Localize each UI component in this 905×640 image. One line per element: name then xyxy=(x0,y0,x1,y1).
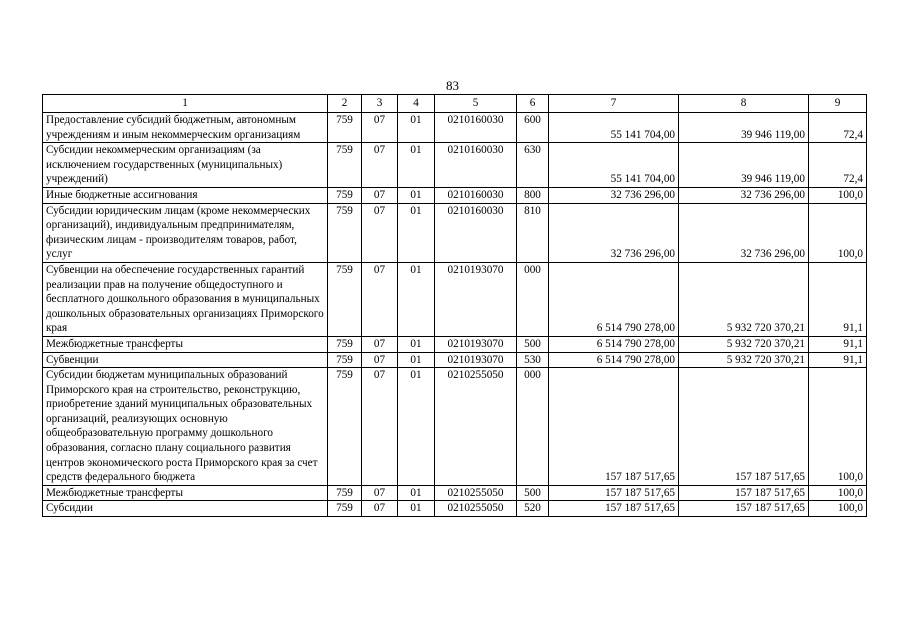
target-article-cell: 0210193070 xyxy=(435,262,517,336)
approved-amount-cell: 6 514 790 278,00 xyxy=(549,352,679,368)
target-article-cell: 0210255050 xyxy=(435,485,517,501)
executed-amount-cell: 157 187 517,65 xyxy=(679,368,809,486)
execution-percent-cell: 100,0 xyxy=(809,485,867,501)
subsection-code-cell: 01 xyxy=(398,352,435,368)
header-row xyxy=(43,95,867,113)
column-header: 1 xyxy=(43,95,328,113)
ministry-code-cell: 759 xyxy=(328,352,362,368)
target-article-cell: 0210160030 xyxy=(435,187,517,203)
execution-percent-cell: 100,0 xyxy=(809,501,867,517)
execution-percent-cell: 100,0 xyxy=(809,368,867,486)
executed-amount-cell: 32 736 296,00 xyxy=(679,187,809,203)
expense-name-cell: Субсидии бюджетам муниципальных образований Приморского края на строительство, реконструкцию, приобретение зданий муниципальных образовательных организаций, реализующих основную общеобразовательную программу дошкольного образования, согласно плану социального развития центров экономического роста Приморского края за счет средств федерального бюджета xyxy=(43,368,328,486)
budget-table xyxy=(42,94,867,517)
executed-amount-cell: 39 946 119,00 xyxy=(679,113,809,143)
section-code-cell: 07 xyxy=(362,143,398,188)
ministry-code-cell: 759 xyxy=(328,262,362,336)
ministry-code-cell: 759 xyxy=(328,143,362,188)
executed-amount-cell: 5 932 720 370,21 xyxy=(679,262,809,336)
table-row xyxy=(43,485,867,501)
table-row xyxy=(43,113,867,143)
expense-type-cell: 520 xyxy=(517,501,549,517)
expense-name-cell: Субсидии xyxy=(43,501,328,517)
column-header: 2 xyxy=(328,95,362,113)
expense-type-cell: 630 xyxy=(517,143,549,188)
approved-amount-cell: 157 187 517,65 xyxy=(549,501,679,517)
table-row xyxy=(43,501,867,517)
column-header: 7 xyxy=(549,95,679,113)
target-article-cell: 0210255050 xyxy=(435,368,517,486)
ministry-code-cell: 759 xyxy=(328,368,362,486)
table-row xyxy=(43,187,867,203)
execution-percent-cell: 91,1 xyxy=(809,262,867,336)
subsection-code-cell: 01 xyxy=(398,203,435,262)
subsection-code-cell: 01 xyxy=(398,187,435,203)
expense-type-cell: 500 xyxy=(517,336,549,352)
target-article-cell: 0210193070 xyxy=(435,352,517,368)
table-row xyxy=(43,262,867,336)
executed-amount-cell: 5 932 720 370,21 xyxy=(679,336,809,352)
target-article-cell: 0210160030 xyxy=(435,203,517,262)
table-row xyxy=(43,352,867,368)
table-row xyxy=(43,368,867,486)
ministry-code-cell: 759 xyxy=(328,336,362,352)
approved-amount-cell: 32 736 296,00 xyxy=(549,203,679,262)
subsection-code-cell: 01 xyxy=(398,485,435,501)
ministry-code-cell: 759 xyxy=(328,485,362,501)
column-header: 9 xyxy=(809,95,867,113)
section-code-cell: 07 xyxy=(362,113,398,143)
execution-percent-cell: 91,1 xyxy=(809,352,867,368)
approved-amount-cell: 6 514 790 278,00 xyxy=(549,336,679,352)
table-row xyxy=(43,336,867,352)
ministry-code-cell: 759 xyxy=(328,501,362,517)
section-code-cell: 07 xyxy=(362,352,398,368)
approved-amount-cell: 6 514 790 278,00 xyxy=(549,262,679,336)
column-header: 6 xyxy=(517,95,549,113)
subsection-code-cell: 01 xyxy=(398,113,435,143)
expense-name-cell: Субвенции на обеспечение государственных гарантий реализации прав на получение общедоступного и бесплатного дошкольного образования в муниципальных дошкольных образовательных организациях Приморского края xyxy=(43,262,328,336)
approved-amount-cell: 55 141 704,00 xyxy=(549,143,679,188)
section-code-cell: 07 xyxy=(362,485,398,501)
approved-amount-cell: 157 187 517,65 xyxy=(549,485,679,501)
subsection-code-cell: 01 xyxy=(398,501,435,517)
executed-amount-cell: 32 736 296,00 xyxy=(679,203,809,262)
expense-name-cell: Предоставление субсидий бюджетным, автономным учреждениям и иным некоммерческим организациям xyxy=(43,113,328,143)
section-code-cell: 07 xyxy=(362,262,398,336)
section-code-cell: 07 xyxy=(362,336,398,352)
section-code-cell: 07 xyxy=(362,501,398,517)
execution-percent-cell: 91,1 xyxy=(809,336,867,352)
approved-amount-cell: 55 141 704,00 xyxy=(549,113,679,143)
expense-name-cell: Субвенции xyxy=(43,352,328,368)
expense-name-cell: Межбюджетные трансферты xyxy=(43,485,328,501)
table-row xyxy=(43,203,867,262)
expense-type-cell: 000 xyxy=(517,368,549,486)
target-article-cell: 0210193070 xyxy=(435,336,517,352)
execution-percent-cell: 100,0 xyxy=(809,203,867,262)
executed-amount-cell: 157 187 517,65 xyxy=(679,501,809,517)
expense-type-cell: 530 xyxy=(517,352,549,368)
executed-amount-cell: 5 932 720 370,21 xyxy=(679,352,809,368)
execution-percent-cell: 72,4 xyxy=(809,113,867,143)
subsection-code-cell: 01 xyxy=(398,336,435,352)
executed-amount-cell: 39 946 119,00 xyxy=(679,143,809,188)
execution-percent-cell: 100,0 xyxy=(809,187,867,203)
expense-type-cell: 810 xyxy=(517,203,549,262)
approved-amount-cell: 32 736 296,00 xyxy=(549,187,679,203)
ministry-code-cell: 759 xyxy=(328,187,362,203)
ministry-code-cell: 759 xyxy=(328,113,362,143)
page-number: 83 xyxy=(446,78,459,93)
subsection-code-cell: 01 xyxy=(398,143,435,188)
expense-type-cell: 000 xyxy=(517,262,549,336)
table-row xyxy=(43,143,867,188)
approved-amount-cell: 157 187 517,65 xyxy=(549,368,679,486)
ministry-code-cell: 759 xyxy=(328,203,362,262)
execution-percent-cell: 72,4 xyxy=(809,143,867,188)
section-code-cell: 07 xyxy=(362,368,398,486)
expense-type-cell: 500 xyxy=(517,485,549,501)
target-article-cell: 0210160030 xyxy=(435,143,517,188)
target-article-cell: 0210160030 xyxy=(435,113,517,143)
expense-name-cell: Межбюджетные трансферты xyxy=(43,336,328,352)
executed-amount-cell: 157 187 517,65 xyxy=(679,485,809,501)
target-article-cell: 0210255050 xyxy=(435,501,517,517)
expense-type-cell: 800 xyxy=(517,187,549,203)
expense-name-cell: Субсидии юридическим лицам (кроме некоммерческих организаций), индивидуальным предпринимателям, физическим лицам - производителям товаров, работ, услуг xyxy=(43,203,328,262)
section-code-cell: 07 xyxy=(362,187,398,203)
column-header: 3 xyxy=(362,95,398,113)
subsection-code-cell: 01 xyxy=(398,368,435,486)
column-header: 5 xyxy=(435,95,517,113)
expense-name-cell: Иные бюджетные ассигнования xyxy=(43,187,328,203)
column-header: 8 xyxy=(679,95,809,113)
subsection-code-cell: 01 xyxy=(398,262,435,336)
expense-type-cell: 600 xyxy=(517,113,549,143)
column-header: 4 xyxy=(398,95,435,113)
expense-name-cell: Субсидии некоммерческим организациям (за исключением государственных (муниципальных) учреждений) xyxy=(43,143,328,188)
section-code-cell: 07 xyxy=(362,203,398,262)
